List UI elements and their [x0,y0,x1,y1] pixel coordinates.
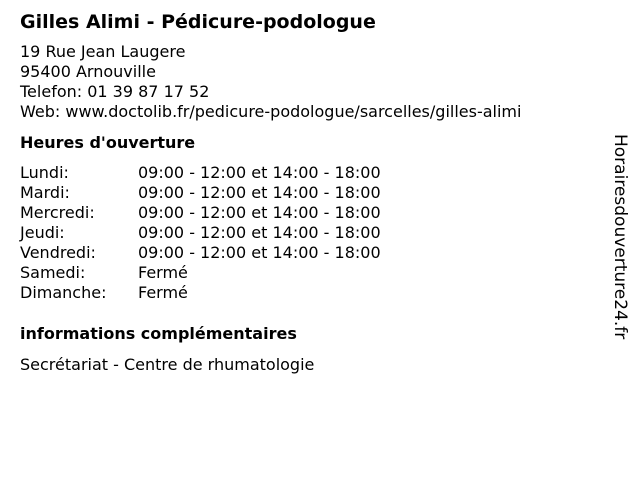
business-card [20,10,610,375]
hours-time: 09:00 - 12:00 et 14:00 - 18:00 [138,203,381,222]
hours-time: Fermé [138,263,188,282]
hours-day: Mardi: [20,183,70,202]
site-watermark: Horairesdouverture24.fr [610,134,630,340]
hours-day: Vendredi: [20,243,96,262]
opening-hours-heading: Heures d'ouverture [20,133,196,152]
hours-time: 09:00 - 12:00 et 14:00 - 18:00 [138,223,381,242]
hours-day: Lundi: [20,163,69,182]
hours-day: Mercredi: [20,203,95,222]
website: Web: www.doctolib.fr/pedicure-podologue/sarcelles/gilles-alimi [20,102,522,121]
additional-info-heading: informations complémentaires [20,324,297,343]
additional-info-text: Secrétariat - Centre de rhumatologie [20,355,315,374]
hours-time: 09:00 - 12:00 et 14:00 - 18:00 [138,183,381,202]
hours-time: Fermé [138,283,188,302]
hours-time: 09:00 - 12:00 et 14:00 - 18:00 [138,163,381,182]
address-street: 19 Rue Jean Laugere [20,42,186,61]
hours-day: Dimanche: [20,283,107,302]
hours-time: 09:00 - 12:00 et 14:00 - 18:00 [138,243,381,262]
hours-day: Samedi: [20,263,86,282]
business-title: Gilles Alimi - Pédicure-podologue [20,11,376,33]
phone-number: Telefon: 01 39 87 17 52 [20,82,210,101]
hours-day: Jeudi: [20,223,65,242]
address-city: 95400 Arnouville [20,62,156,81]
opening-hours-table [20,163,610,303]
